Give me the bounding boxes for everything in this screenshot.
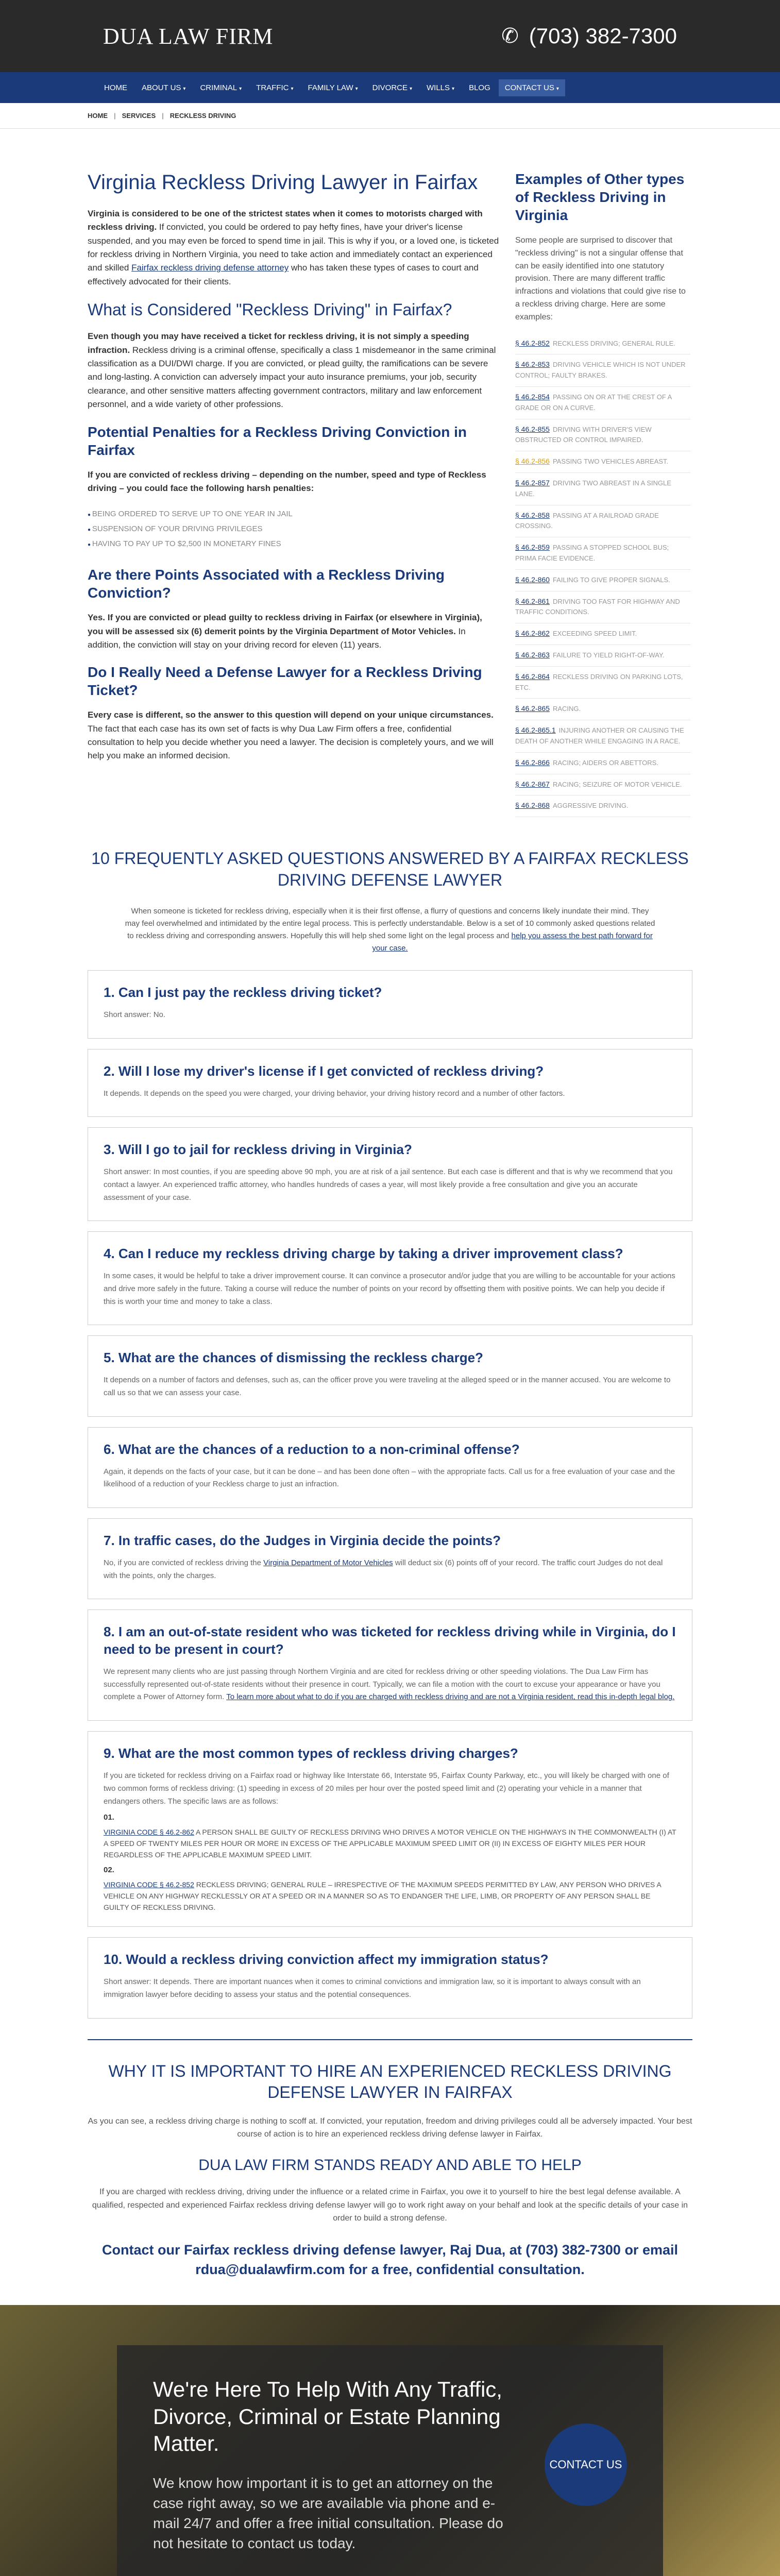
banner-body: We know how important it is to get an attorney on the case right away, so we are available via phone and e-mail 24/7 and offer a free initial consultation. Please do not hesitate to contact us today. (153, 2475, 503, 2552)
code-link[interactable]: § 46.2-866 (515, 758, 550, 767)
faq-answer-text: In some cases, it would be helpful to take a driver improvement course. It can convince a prosecutor and/or judge that you are willing to be accountable for your actions and drive more safely in the future. Taking a course will reduce the number of points on your record by offsetting them with positive points. We can help you decide if this is worth your time and money to take a class. (104, 1272, 675, 1306)
breadcrumb-current: RECKLESS DRIVING (169, 112, 236, 120)
faq-intro-text: When someone is ticketed for reckless driving, especially when it is their first offense, a flurry of questions and concerns likely inundate their mind. They may feel overwhelmed and intimidated by the entire legal process. This is perfectly understandable. Below is a set of 10 commonly asked questions related to reckless driving and corresponding answers. Hopefully this will help shed some light on the legal process and (125, 907, 655, 941)
faq-item (88, 1518, 692, 1599)
list-item (515, 795, 690, 817)
code-link[interactable]: § 46.2-865 (515, 704, 550, 713)
section-heading-need: Do I Really Need a Defense Lawyer for a Reckless Driving Ticket? (88, 664, 482, 699)
code-desc: RACING; AIDERS OR ABETTORS. (552, 758, 658, 767)
faq-answer (104, 1009, 676, 1022)
list-item (515, 570, 690, 591)
faq-answer-text: will deduct six (6) points off of your record. The traffic court Judges do not deal with the points, only the charges. (104, 1558, 663, 1580)
sidebar-intro: Some people are surprised to discover that "reckless driving" is not a singular offense that can be easily identified into one statutory provision. There are many different traffic infractions and violations that could give rise to a reckless driving charge. Here are some examples: (515, 236, 686, 321)
list-item (515, 537, 690, 570)
chevron-down-icon: ▾ (452, 86, 455, 92)
faq-question: 8. I am an out-of-state resident who was ticketed for reckless driving while in Virginia, do I need to be present in court? (104, 1624, 676, 1657)
faq-answer-text: Again, it depends on the facts of your case, but it can be done – and has been done often – with the appropriate facts. Call us for a free evaluation of your case and the likelihood of a reduction of your Reckless charge to just an infraction. (104, 1467, 675, 1489)
faq-code-number: 01. (104, 1813, 114, 1822)
list-item (515, 451, 690, 473)
list-item (515, 387, 690, 419)
faq-answer (104, 1374, 676, 1400)
faq-code-number: 02. (104, 1866, 114, 1875)
contact-callout[interactable]: Contact our Fairfax reckless driving defense lawyer, Raj Dua, at (703) 382-7300 or email rdua@dualawfirm.com for a free, confidential consultation. (102, 2242, 678, 2277)
faq-answer-text: Short answer: In most counties, if you are speeding above 90 mph, you are at risk of a jail sentence. But each case is different and that is why we recommend that you contact a lawyer. An experienced traffic attorney, who handles hundreds of cases a year, will most likely provide a free consultation and give you an accurate assessment of your case. (104, 1167, 673, 1202)
list-item (515, 699, 690, 720)
code-link[interactable]: § 46.2-865.1 (515, 726, 556, 735)
why-title: WHY IT IS IMPORTANT TO HIRE AN EXPERIENCED RECKLESS DRIVING DEFENSE LAWYER IN FAIRFAX (108, 2061, 672, 2102)
code-link[interactable]: § 46.2-855 (515, 425, 550, 433)
faq-code-link[interactable]: VIRGINIA CODE § 46.2-862 (104, 1828, 194, 1837)
need-text: The fact that each case has its own set of facts is why Dua Law Firm offers a free, confidential consultation to help you decide whether you need a lawyer. The decision is completely yours, and we will help you make an informed decision. (88, 723, 494, 761)
faq-answer (104, 1166, 676, 1204)
stands-ready-heading: DUA LAW FIRM STANDS READY AND ABLE TO HELP (198, 2157, 582, 2174)
faq-answer-text: No, if you are convicted of reckless driving the (104, 1558, 264, 1567)
why-text: As you can see, a reckless driving charge is nothing to scoff at. If convicted, your reputation, freedom and driving privileges could all be adversely impacted. Your best course of action is to hire an experienced reckless driving defense lawyer in Fairfax. (88, 2116, 692, 2139)
penalties-intro-text: If you are convicted of reckless driving – depending on the number, speed and type of Reckless driving – you could face the following harsh penalties: (88, 469, 486, 493)
top-bar (0, 0, 780, 72)
code-link[interactable]: § 46.2-859 (515, 543, 550, 552)
points-text: In addition, the conviction will stay on your driving record for eleven (11) years. (88, 626, 466, 650)
faq-item (88, 1335, 692, 1416)
faq-answer (104, 1270, 676, 1308)
code-desc: DRIVING TWO ABREAST IN A SINGLE LANE. (515, 479, 671, 498)
faq-section (0, 817, 780, 2019)
code-desc: PASSING AT A RAILROAD GRADE CROSSING. (515, 511, 659, 530)
section-heading-points: Are there Points Associated with a Reckless Driving Conviction? (88, 567, 445, 601)
faq-item (88, 1127, 692, 1221)
nav-item-label: FAMILY LAW (308, 83, 353, 92)
code-link[interactable]: § 46.2-868 (515, 801, 550, 810)
code-desc: FAILING TO GIVE PROPER SIGNALS. (552, 575, 670, 584)
code-desc: FAILURE TO YIELD RIGHT-OF-WAY. (552, 651, 665, 659)
intro-text: If convicted, you could be ordered to pay hefty fines, have your driver's license suspended, and you may even be forced to spend time in jail. This is why if you, or a loved one, is ticketed for reckless driving in Northern Virginia, you need to take action and immediately contact an experienced and skilled (88, 222, 499, 273)
page-title: Virginia Reckless Driving Lawyer in Fairfax (88, 171, 478, 194)
faq-answer (104, 1466, 676, 1492)
faq-answer (104, 1770, 676, 1808)
main-content (88, 170, 500, 817)
nav-item-label: BLOG (469, 83, 490, 92)
breadcrumb-separator: | (162, 112, 164, 120)
chevron-down-icon: ▾ (183, 86, 186, 92)
code-link[interactable]: § 46.2-854 (515, 392, 550, 401)
faq-question: 4. Can I reduce my reckless driving charge by taking a driver improvement class? (104, 1246, 623, 1262)
code-desc: DRIVING TOO FAST FOR HIGHWAY AND TRAFFIC CONDITIONS. (515, 597, 680, 616)
faq-question: 6. What are the chances of a reduction to a non-criminal offense? (104, 1441, 520, 1457)
code-desc: RECKLESS DRIVING; GENERAL RULE. (552, 339, 675, 347)
nav-item-label: WILLS (427, 83, 450, 92)
faq-question: 3. Will I go to jail for reckless driving in Virginia? (104, 1142, 412, 1158)
chevron-down-icon: ▾ (556, 86, 559, 92)
code-link[interactable]: § 46.2-858 (515, 511, 550, 519)
faq-answer-text: We represent many clients who are just passing through Northern Virginia and are cited for reckless driving or other speeding violations. The Dua Law Firm has successfully represented out-of-state residents without their presence in court. Typically, we can file a motion with the court to excuse your appearance or have you complete a Power of Attorney form. (104, 1667, 660, 1702)
faq-answer-text: Short answer: No. (104, 1010, 166, 1020)
faq-answer-text: It depends. It depends on the speed you were charged, your driving behavior, your driving history record and a number of other factors. (104, 1089, 565, 1098)
cta-banner (0, 2305, 780, 2576)
code-desc: DRIVING VEHICLE WHICH IS NOT UNDER CONTROL; FAULTY BRAKES. (515, 361, 686, 380)
faq-question: 7. In traffic cases, do the Judges in Virginia decide the points? (104, 1533, 501, 1549)
faq-code-link[interactable]: VIRGINIA CODE § 46.2-852 (104, 1880, 194, 1889)
nav-item-label: CONTACT US (504, 83, 554, 92)
penalties-list (88, 506, 500, 551)
nav-item-label: CRIMINAL (200, 83, 238, 92)
why-text-2: If you are charged with reckless driving, driving under the influence or a related crime in Fairfax, you owe it to yourself to hire the best legal defense available. A qualified, respected and experienced Fairfax reckless driving defense lawyer will go to work right away on your behalf and look at the specific details of your case in order to build a strong defense. (92, 2188, 688, 2223)
list-item (515, 354, 690, 387)
section-heading-penalties: Potential Penalties for a Reckless Driving Conviction in Fairfax (88, 423, 467, 458)
list-item (515, 419, 690, 452)
code-link[interactable]: § 46.2-857 (515, 478, 550, 487)
nav-item-wills[interactable] (420, 79, 461, 96)
intro-bold: Virginia is considered to be one of the strictest states when it comes to motorists charged with reckless driving. (88, 209, 483, 232)
breadcrumb-separator: | (114, 112, 116, 120)
faq-answer-text: If you are ticketed for reckless driving on a Fairfax road or highway like Interstate 66, Interstate 95, Fairfax County Parkway, etc., you will likely be charged with one of two common forms of reckless driving: (1) speeding in excess of 20 miles per hour over the posted speed limit and (2) operating your vehicle in a manner that endangers others. The specific laws are as follows: (104, 1771, 669, 1806)
sidebar (515, 170, 690, 817)
code-desc: EXCEEDING SPEED LIMIT. (552, 630, 637, 638)
faq-question: 5. What are the chances of dismissing the reckless charge? (104, 1350, 483, 1366)
faq-item (88, 1609, 692, 1721)
nav-item-blog[interactable] (463, 79, 497, 96)
faq-answer-link[interactable]: Virginia Department of Motor Vehicles (263, 1558, 393, 1567)
nav-item-family-law[interactable] (302, 79, 364, 96)
list-item (515, 753, 690, 774)
list-item (515, 333, 690, 355)
code-link[interactable]: § 46.2-861 (515, 597, 550, 605)
faq-answer (104, 1088, 676, 1100)
code-desc: RECKLESS DRIVING ON PARKING LOTS, ETC. (515, 672, 683, 691)
phone-icon: ✆ (501, 25, 519, 47)
nav-item-divorce[interactable] (366, 79, 418, 96)
faq-item (88, 1049, 692, 1117)
faq-item (88, 1427, 692, 1508)
breadcrumb (0, 103, 780, 129)
header-phone[interactable] (501, 24, 677, 48)
faq-question: 10. Would a reckless driving conviction affect my immigration status? (104, 1952, 549, 1968)
list-item: ● HAVING TO PAY UP TO $2,500 IN MONETARY FINES (88, 536, 500, 551)
list-item (515, 667, 690, 699)
code-link[interactable]: § 46.2-862 (515, 629, 550, 638)
banner-text (153, 2376, 519, 2553)
code-desc: DRIVING WITH DRIVER'S VIEW OBSTRUCTED OR CONTROL IMPAIRED. (515, 425, 652, 444)
faq-intro (88, 905, 692, 955)
code-desc: INJURING ANOTHER OR CAUSING THE DEATH OF ANOTHER WHILE ENGAGING IN A RACE. (515, 726, 684, 745)
code-link[interactable]: § 46.2-867 (515, 779, 550, 788)
faq-intro-link[interactable]: help you assess the best path forward for your case. (372, 931, 653, 953)
faq-answer-text: It depends on a number of factors and defenses, such as, can the officer prove you were traveling at the alleged speed or in the manner accused. You are welcome to call us so that we can assess your case. (104, 1376, 671, 1398)
faq-answer-text: Short answer: It depends. There are important nuances when it comes to criminal convictions and immigration law, so it is important to always consult with an immigration lawyer before deciding to assess your status and the potential consequences. (104, 1977, 641, 1999)
faq-code-desc: RECKLESS DRIVING; GENERAL RULE – IRRESPECTIVE OF THE MAXIMUM SPEEDS PERMITTED BY LAW, ANY PERSON WHO DRIVES A VEHICLE ON ANY HIGHWAY RECKLESSLY OR AT A SPEED OR IN A MANNER SO AS TO ENDANGER THE LIFE, LIMB, OR PROPERTY OF ANY PERSON SHALL BE GUILTY OF RECKLESS DRIVING. (104, 1880, 661, 1911)
penalties-intro (88, 468, 500, 496)
faq-list (88, 970, 692, 2018)
faq-question: 2. Will I lose my driver's license if I get convicted of reckless driving? (104, 1063, 544, 1079)
faq-question: 1. Can I just pay the reckless driving ticket? (104, 985, 382, 1001)
faq-answer (104, 1557, 676, 1583)
list-item (515, 720, 690, 753)
faq-item (88, 970, 692, 1039)
intro-end: who has taken these types of cases to court and effectively advocated for their clients. (88, 263, 479, 286)
nav-item-home[interactable] (98, 79, 133, 96)
code-desc: PASSING A STOPPED SCHOOL BUS; PRIMA FACIE EVIDENCE. (515, 544, 669, 562)
code-link[interactable]: § 46.2-856 (515, 457, 550, 466)
chevron-down-icon: ▾ (355, 86, 358, 92)
nav-item-label: HOME (104, 83, 127, 92)
faq-title: 10 FREQUENTLY ASKED QUESTIONS ANSWERED BY A FAIRFAX RECKLESS DRIVING DEFENSE LAWYER (91, 849, 689, 889)
code-desc: RACING; SEIZURE OF MOTOR VEHICLE. (552, 780, 682, 788)
code-link[interactable]: § 46.2-852 (515, 338, 550, 347)
main-section (0, 129, 780, 817)
site-logo[interactable]: DUA LAW FIRM (103, 23, 274, 49)
nav-item-contact-us[interactable] (499, 79, 565, 96)
nav-item-about-us[interactable] (135, 79, 192, 96)
faq-code-text (104, 1879, 676, 1913)
code-desc: PASSING TWO VEHICLES ABREAST. (552, 457, 669, 466)
code-link[interactable]: § 46.2-853 (515, 360, 550, 369)
section-heading-what: What is Considered "Reckless Driving" in Fairfax? (88, 300, 452, 319)
points-bold: Yes. If you are convicted or plead guilty to reckless driving in Fairfax (or elsewhere in Virginia), you will be assessed six (6) demerit points by the Virginia Department of Motor Vehicles. (88, 613, 482, 636)
nav-item-criminal[interactable] (194, 79, 248, 96)
list-item: ● SUSPENSION OF YOUR DRIVING PRIVILEGES (88, 521, 500, 536)
points-paragraph (88, 611, 500, 652)
sidebar-title: Examples of Other types of Reckless Driving in Virginia (515, 171, 685, 223)
nav-item-label: TRAFFIC (256, 83, 289, 92)
list-item (515, 591, 690, 624)
nav-item-traffic[interactable] (250, 79, 299, 96)
main-nav (0, 72, 780, 103)
faq-code-text (104, 1827, 676, 1860)
breadcrumb-home[interactable]: HOME (88, 112, 108, 120)
nav-item-label: ABOUT US (142, 83, 181, 92)
defense-attorney-link[interactable]: Fairfax reckless driving defense attorney (131, 263, 289, 273)
list-item (515, 623, 690, 645)
code-desc: PASSING ON OR AT THE CREST OF A GRADE OR ON A CURVE. (515, 393, 672, 412)
need-bold: Every case is different, so the answer to this question will depend on your unique circumstances. (88, 710, 494, 720)
code-link[interactable]: § 46.2-863 (515, 650, 550, 659)
code-list (515, 333, 690, 818)
nav-item-label: DIVORCE (372, 83, 408, 92)
faq-item (88, 1937, 692, 2018)
code-link[interactable]: § 46.2-864 (515, 672, 550, 681)
chevron-down-icon: ▾ (239, 86, 242, 92)
what-bold: Even though you may have received a ticket for reckless driving, it is not simply a speeding infraction. (88, 331, 469, 355)
list-item (515, 473, 690, 505)
list-item: ● BEING ORDERED TO SERVE UP TO ONE YEAR IN JAIL (88, 506, 500, 521)
code-desc: AGGRESSIVE DRIVING. (552, 802, 629, 810)
what-paragraph (88, 330, 500, 411)
faq-item (88, 1731, 692, 1927)
intro-paragraph (88, 207, 500, 289)
chevron-down-icon: ▾ (409, 86, 413, 92)
banner-box (117, 2345, 663, 2576)
faq-question: 9. What are the most common types of reckless driving charges? (104, 1745, 518, 1761)
what-text: Reckless driving is a criminal offense, specifically a class 1 misdemeanor in the same criminal classification as a DUI/DWI charge. If you are convicted, or plead guilty, the ramifications can be severe and long-lasting. A conviction can adversely impact your auto insurance premiums, your job, security clearance, and other sensitive matters affecting government contractors, military and law enforcement personnel, and a wide variety of other professions. (88, 345, 496, 410)
site-header (0, 0, 780, 129)
breadcrumb-services[interactable]: SERVICES (122, 112, 156, 120)
why-section (88, 2039, 692, 2306)
list-item (515, 774, 690, 796)
code-desc: RACING. (552, 705, 581, 713)
list-item (515, 505, 690, 538)
code-link[interactable]: § 46.2-860 (515, 575, 550, 584)
faq-answer (104, 1666, 676, 1704)
phone-number[interactable]: (703) 382-7300 (529, 24, 677, 48)
list-item (515, 645, 690, 667)
faq-item (88, 1231, 692, 1325)
need-paragraph (88, 708, 500, 762)
faq-code-desc: A PERSON SHALL BE GUILTY OF RECKLESS DRIVING WHO DRIVES A MOTOR VEHICLE ON THE HIGHWAYS IN THE COMMONWEALTH (I) AT A SPEED OF TWENTY MILES PER HOUR OR MORE IN EXCESS OF THE APPLICABLE MAXIMUM SPEED LIMIT OR (II) IN EXCESS OF EIGHTY MILES PER HOUR REGARDLESS OF THE APPLICABLE MAXIMUM SPEED LIMIT. (104, 1828, 676, 1859)
contact-us-button[interactable]: CONTACT US (545, 2424, 627, 2506)
faq-answer (104, 1976, 676, 2002)
banner-title: We're Here To Help With Any Traffic, Divorce, Criminal or Estate Planning Matter. (153, 2377, 502, 2456)
chevron-down-icon: ▾ (291, 86, 294, 92)
faq-answer-link[interactable]: To learn more about what to do if you are charged with reckless driving and are not a Virginia resident, read this in-depth legal blog. (226, 1692, 675, 1702)
